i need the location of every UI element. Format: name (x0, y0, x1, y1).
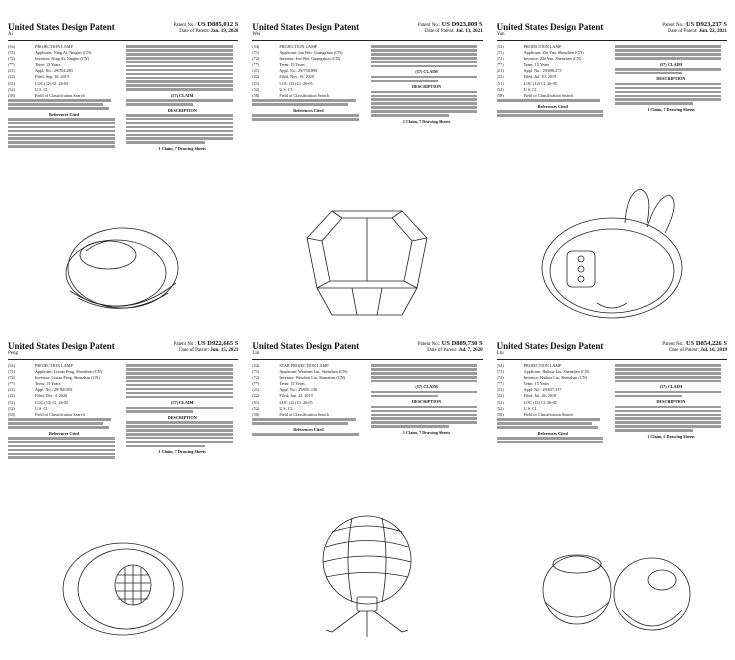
field-value: Inventor: Zhi Yan, Shenzhen (CN) (523, 56, 582, 62)
field-code: (52) (8, 86, 15, 92)
field-value: LOC (13) Cl. 26-05 (35, 399, 69, 405)
patent-no-label: Patent No.: (173, 342, 197, 347)
date-label: Date of Patent: (179, 348, 210, 353)
field-value: Filed: Jun. 25, 2019 (279, 393, 313, 399)
field-code: (51) (8, 399, 15, 405)
field-value: Inventor: Ning Ai, Ningbo (CN) (35, 56, 90, 62)
description-heading: DESCRIPTION (656, 399, 686, 405)
field-code: (52) (8, 405, 15, 411)
claim-heading: (57) CLAIM (415, 69, 438, 75)
field-code: (21) (252, 68, 260, 74)
field-value: Applicant: Jun Wei, Guangzhou (CN) (279, 50, 343, 56)
patent-number: US D854,226 S (685, 341, 727, 347)
field-code: (71) (8, 369, 15, 375)
field-value: LOC (12) Cl. 26-05 (523, 80, 557, 86)
field-code: (**) (252, 381, 260, 387)
date-label: Date of Patent: (669, 348, 700, 353)
field-value: Term: 15 Years (279, 62, 305, 68)
field-value: LOC (11) Cl. 26-05 (523, 399, 557, 405)
claim-heading: (57) CLAIM (415, 384, 438, 390)
claim-heading: (57) CLAIM (659, 384, 683, 390)
inventor-name: Yan (496, 32, 505, 37)
field-value: U.S. Cl. (279, 405, 293, 411)
field-code: (22) (8, 393, 15, 399)
date-label: Date of Patent: (427, 348, 458, 353)
right-column (371, 44, 483, 125)
field-value: PROJECTION LAMP (35, 363, 73, 368)
patent-title: United States Design Patent (8, 22, 115, 32)
claims-footer: 1 Claim, 7 Drawing Sheets (158, 449, 206, 455)
patent-number: US D923,237 S (685, 22, 727, 28)
field-value: Applicant: Weizhen Lin, Shenzhen (CN) (279, 369, 348, 375)
field-code: (51) (252, 80, 260, 86)
field-value: Inventor: Jun Wei, Guangzhou (CN) (279, 56, 341, 62)
patent-date: Jul. 13, 2021 (455, 29, 483, 34)
claims-footer: 1 Claim, 7 Drawing Sheets (158, 145, 206, 151)
field-code: (72) (252, 375, 260, 381)
description-heading: DESCRIPTION (167, 414, 197, 420)
field-value: PROJECTION LAMP (523, 363, 562, 368)
field-code: (71) (252, 369, 260, 375)
field-code: (21) (8, 387, 15, 393)
right-column (126, 44, 238, 152)
field-code: (58) (8, 92, 15, 98)
patent-title: United States Design Patent (252, 22, 360, 32)
patent-grid (8, 22, 727, 642)
field-code: (54) (8, 363, 15, 368)
references-heading: References Cited (537, 103, 568, 109)
field-value: Inventor: Haihua Liu, Shenzhen (CN) (523, 375, 588, 381)
field-code: (52) (252, 405, 260, 411)
field-code: (**) (252, 62, 260, 68)
field-code: (54) (252, 44, 260, 49)
right-column (615, 44, 727, 118)
inventor-name: Liu (496, 351, 504, 356)
date-label: Date of Patent: (667, 29, 698, 34)
patent-number: US D922,665 S (197, 341, 239, 347)
right-column (615, 363, 727, 445)
right-column (126, 363, 238, 460)
field-value: PROJECTION LAMP (279, 44, 318, 49)
field-value: Field of Classification Search (523, 411, 574, 417)
patent-no-label: Patent No.: (417, 342, 441, 347)
left-column (497, 44, 609, 118)
field-value: Filed: Nov. 19, 2020 (279, 74, 314, 80)
egg-projector-drawing (8, 213, 238, 323)
inventor-name: Ai (8, 32, 13, 37)
field-code: (21) (252, 387, 260, 393)
patent-no-label: Patent No.: (173, 23, 197, 28)
patent-title: United States Design Patent (496, 341, 604, 351)
description-heading: DESCRIPTION (167, 107, 197, 113)
field-value: Applicant: Haihua Liu, Shenzhen (CN) (523, 369, 590, 375)
field-code: (51) (496, 399, 504, 405)
field-code: (72) (496, 56, 504, 62)
patent-no-label: Patent No.: (662, 23, 685, 28)
field-code: (22) (496, 74, 504, 80)
bunny-ear-lamp-drawing (497, 183, 727, 323)
field-code: (72) (496, 375, 504, 381)
references-heading: References Cited (48, 111, 80, 117)
patent-sheet-5 (252, 341, 482, 642)
field-code: (22) (252, 393, 260, 399)
description-heading: DESCRIPTION (412, 399, 442, 405)
field-code: (54) (496, 44, 504, 49)
field-code: (54) (496, 363, 504, 368)
inventor-name: Lin (252, 351, 260, 356)
date-label: Date of Patent: (424, 29, 455, 34)
field-value: LOC (13) Cl. 26-05 (279, 80, 313, 86)
field-code: (51) (8, 80, 15, 86)
claims-footer: 1 Claim, 7 Drawing Sheets (402, 118, 451, 124)
field-code: (72) (252, 56, 260, 62)
right-column (371, 363, 483, 437)
claims-footer: 1 Claim, 7 Drawing Sheets (402, 429, 451, 435)
sheet-header (252, 341, 482, 360)
field-value: Term: 15 Years (523, 62, 550, 68)
field-code: (21) (496, 68, 504, 74)
inventor-name: Wei (252, 32, 261, 37)
field-code: (22) (8, 74, 15, 80)
field-value: Filed: Sep. 10, 2019 (35, 74, 69, 80)
field-value: Filed: Jul. 26, 2018 (523, 393, 557, 399)
patent-number: US D889,730 S (441, 341, 483, 347)
field-code: (58) (252, 92, 260, 98)
star-projection-lamp-drawing (252, 502, 482, 642)
patent-sheet-4 (8, 341, 238, 642)
field-value: U.S. Cl. (279, 86, 293, 92)
patent-date: Jan. 19, 2020 (210, 29, 239, 34)
field-code: (**) (496, 62, 504, 68)
patent-date: Jul. 16, 2019 (700, 348, 727, 353)
field-value: Appl. No.: 29/691,150 (279, 387, 318, 393)
field-code: (52) (252, 86, 260, 92)
field-value: Filed: Jul. 10, 2019 (523, 74, 557, 80)
left-column (8, 363, 120, 460)
field-code: (72) (8, 375, 15, 381)
claim-heading: (57) CLAIM (171, 92, 194, 98)
field-code: (22) (496, 393, 504, 399)
field-value: Filed: Dec. 4, 2020 (35, 393, 68, 399)
field-code: (58) (496, 411, 504, 417)
field-value: Field of Classification Search (523, 92, 574, 98)
field-code: (22) (252, 74, 260, 80)
references-heading: References Cited (537, 430, 568, 436)
field-value: LOC (12) Cl. 26-05 (35, 80, 69, 86)
patent-date: Jun. 22, 2021 (698, 29, 727, 34)
field-value: Applicant: Lixian Peng, Shenzhen (CN) (35, 369, 103, 375)
field-code: (58) (252, 411, 260, 417)
inventor-name: Peng (8, 351, 18, 356)
field-code: (52) (496, 86, 504, 92)
patent-date: Jun. 15, 2021 (210, 348, 239, 353)
patent-sheet-1 (8, 22, 238, 323)
field-code: (54) (8, 44, 15, 49)
field-value: U.S. Cl. (523, 405, 538, 411)
sphere-grid-lamp-drawing (8, 527, 238, 642)
field-value: Term: 15 Years (523, 381, 550, 387)
field-value: U.S. Cl. (523, 86, 538, 92)
field-value: Term: 15 Years (279, 381, 305, 387)
field-code: (58) (496, 92, 504, 98)
field-code: (21) (496, 387, 504, 393)
sheet-header (497, 22, 727, 41)
field-value: Applicant: Zhi Yan, Shenzhen (CN) (523, 50, 584, 56)
field-value: PROJECTION LAMP (35, 44, 73, 49)
field-value: STAR PROJECTION LAMP (279, 363, 329, 368)
hexagonal-lamp-drawing (252, 193, 482, 323)
field-code: (71) (252, 50, 260, 56)
patent-sheet-6 (497, 341, 727, 642)
date-label: Date of Patent: (179, 29, 210, 34)
sheet-header (497, 341, 727, 360)
field-value: Field of Classification Search (35, 92, 85, 98)
field-value: U.S. Cl. (35, 86, 49, 92)
patent-title: United States Design Patent (252, 341, 360, 351)
patent-no-label: Patent No.: (417, 23, 441, 28)
field-value: Appl. No.: 29/657,337 (523, 387, 562, 393)
patent-number: US D923,809 S (441, 22, 483, 28)
field-value: Applicant: Ning Ai, Ningbo (CN) (35, 50, 92, 56)
field-value: Appl. No.: 29/698,273 (523, 68, 562, 74)
twin-round-lamps-drawing (497, 532, 727, 642)
patent-sheet-2 (252, 22, 482, 323)
field-value: Inventor: Lixian Peng, Shenzhen (CN) (35, 375, 100, 381)
field-value: Inventor: Weizhen Lin, Shenzhen (CN) (279, 375, 346, 381)
field-value: Appl. No.: 29/758,899 (279, 68, 318, 74)
field-code: (58) (8, 411, 15, 417)
references-heading: References Cited (293, 107, 324, 113)
left-column (252, 363, 364, 437)
field-value: Appl. No.: 29/704,483 (35, 68, 73, 74)
claims-footer: 1 Claim, 7 Drawing Sheets (647, 106, 695, 112)
left-column (8, 44, 120, 152)
field-code: (71) (496, 369, 504, 375)
field-value: LOC (12) Cl. 26-05 (279, 399, 313, 405)
field-code: (71) (8, 50, 15, 56)
field-code: (21) (8, 68, 15, 74)
field-code: (51) (496, 80, 504, 86)
field-value: PROJECTION LAMP (523, 44, 562, 49)
field-code: (**) (8, 62, 15, 68)
field-code: (**) (8, 381, 15, 387)
references-heading: References Cited (48, 430, 80, 436)
patent-number: US D885,012 S (197, 22, 239, 28)
patent-no-label: Patent No.: (662, 342, 685, 347)
field-value: Field of Classification Search (279, 92, 329, 98)
field-value: Field of Classification Search (35, 411, 85, 417)
patent-title: United States Design Patent (496, 22, 604, 32)
field-value: Term: 15 Years (35, 381, 61, 387)
claim-heading: (57) CLAIM (659, 61, 683, 67)
patent-title: United States Design Patent (8, 341, 115, 351)
field-code: (71) (496, 50, 504, 56)
field-value: Appl. No.: 29/760,891 (35, 387, 73, 393)
sheet-header (252, 22, 482, 41)
field-code: (51) (252, 399, 260, 405)
description-heading: DESCRIPTION (412, 84, 442, 90)
claim-heading: (57) CLAIM (171, 400, 194, 406)
field-code: (**) (496, 381, 504, 387)
field-code: (72) (8, 56, 15, 62)
field-value: U.S. Cl. (35, 405, 49, 411)
claims-footer: 1 Claim, 5 Drawing Sheets (647, 433, 695, 439)
field-code: (54) (252, 363, 260, 368)
references-heading: References Cited (293, 426, 324, 432)
description-heading: DESCRIPTION (656, 76, 686, 82)
left-column (252, 44, 364, 125)
field-code: (52) (496, 405, 504, 411)
patent-date: Jul. 7, 2020 (458, 348, 483, 353)
sheet-header (8, 22, 238, 41)
field-value: Term: 15 Years (35, 62, 61, 68)
field-value: Field of Classification Search (279, 411, 329, 417)
patent-sheet-3 (497, 22, 727, 323)
sheet-header (8, 341, 238, 360)
left-column (497, 363, 609, 445)
